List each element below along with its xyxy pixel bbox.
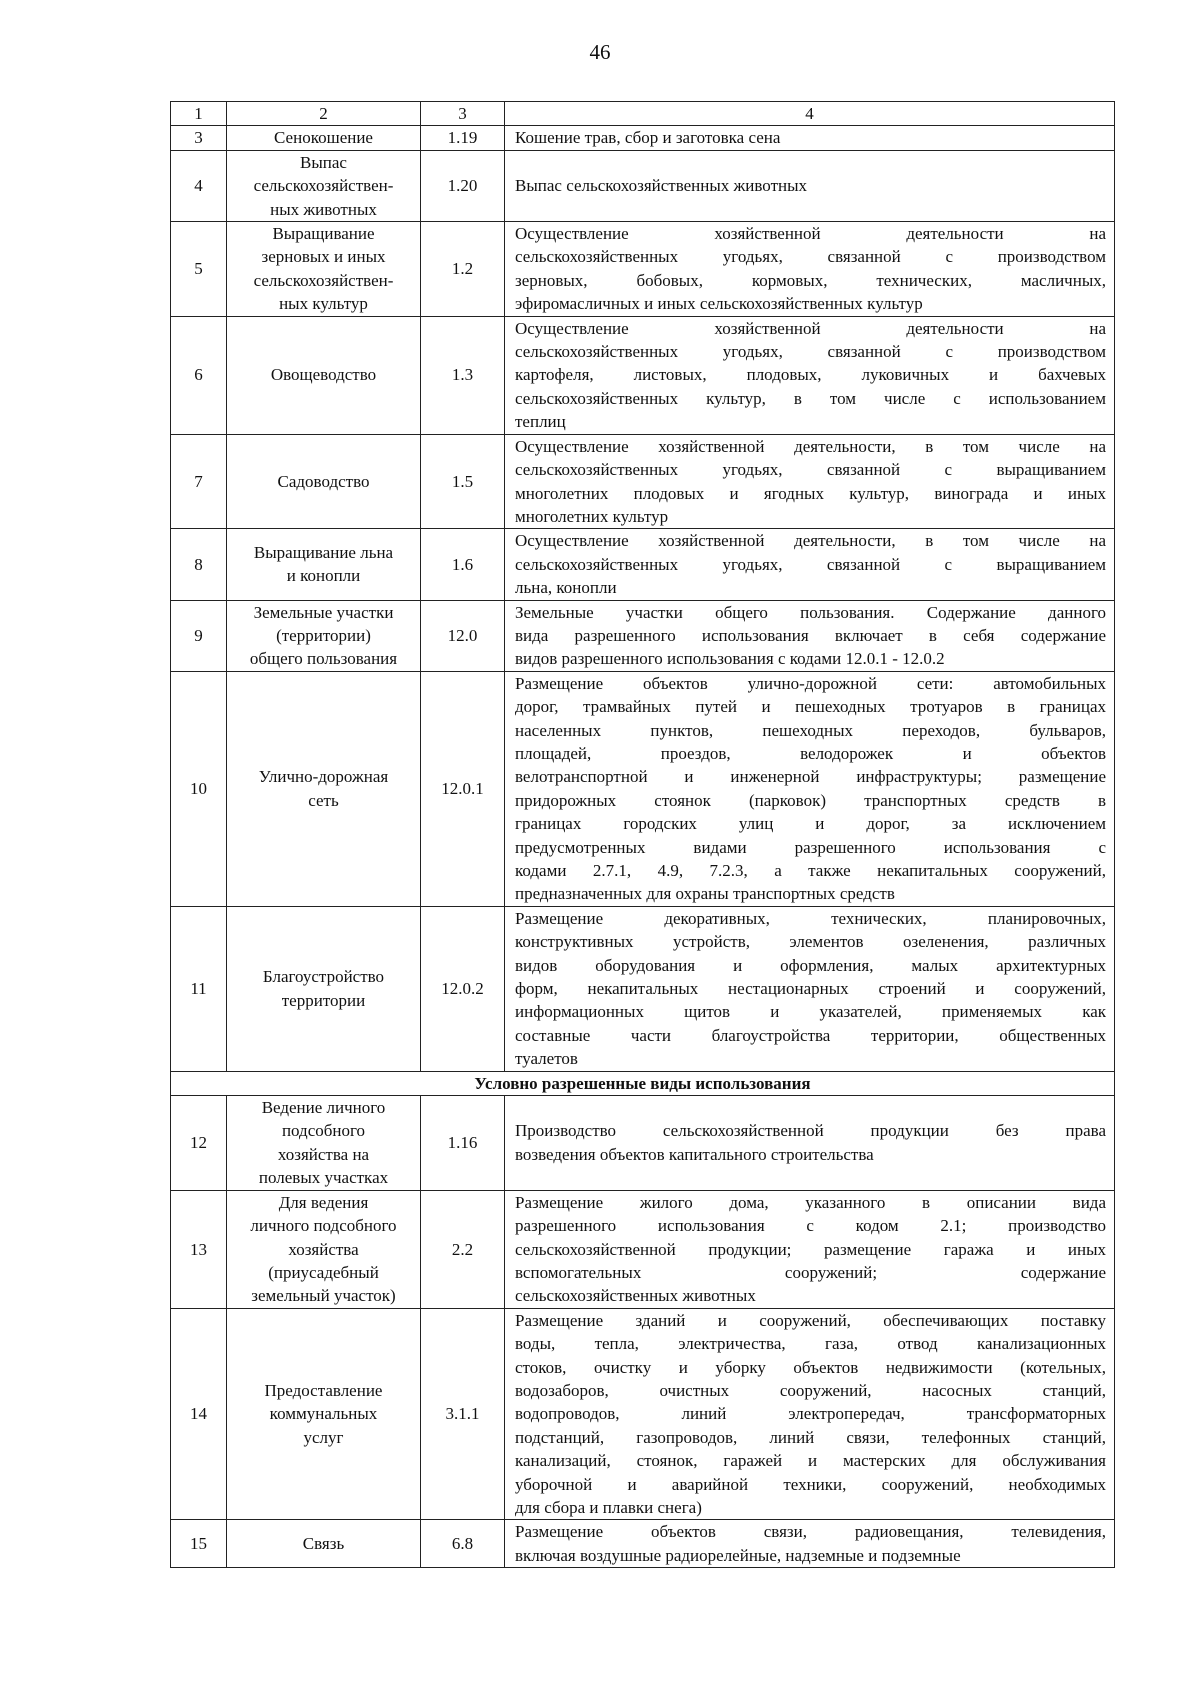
row-number: 12: [171, 1096, 227, 1191]
use-type-description: [505, 1190, 1115, 1308]
classifier-code: 1.5: [421, 434, 505, 529]
description-line: туалетов: [515, 1049, 578, 1069]
description-line: многолетних культур: [515, 506, 669, 526]
use-type-name: [227, 1190, 421, 1308]
description-line: конструктивных устройств, элементов озеленения, различных: [515, 932, 1106, 952]
use-type-name-line: Связь: [302, 1534, 345, 1554]
use-type-name: [227, 1520, 421, 1568]
classifier-code: 6.8: [421, 1520, 505, 1568]
use-type-description: [505, 1308, 1115, 1520]
classifier-code: 1.2: [421, 222, 505, 317]
use-type-name-line: и конопли: [286, 566, 361, 586]
header-cell: 2: [227, 102, 421, 126]
use-type-description: [505, 1520, 1115, 1568]
description-line: сельскохозяйственных угодьях, связанной с выращиванием: [515, 554, 1106, 574]
description-line: границах городских улиц и дорог, за исключением: [515, 814, 1106, 834]
use-type-name-line: Благоустройство: [262, 967, 385, 987]
description-line: придорожных стоянок (парковок) транспортных средств в: [515, 790, 1106, 810]
use-type-description: [505, 150, 1115, 221]
description-line: эфиромасличных и иных сельскохозяйственных культур: [515, 294, 923, 314]
use-type-name-line: Ведение личного: [261, 1098, 386, 1118]
description-line: многолетних плодовых и ягодных культур, винограда и иных: [515, 483, 1106, 503]
use-type-name-line: Выпас: [300, 152, 347, 172]
use-type-name-line: подсобного: [281, 1121, 366, 1141]
use-type-name-line: сельскохозяйствен-: [253, 176, 394, 196]
row-number: 14: [171, 1308, 227, 1520]
row-number: 7: [171, 434, 227, 529]
use-type-name: [227, 222, 421, 317]
table-header-row: [171, 102, 1115, 126]
use-type-name-line: зерновых и иных: [261, 247, 386, 267]
row-number: 3: [171, 126, 227, 150]
use-type-name-line: Выращивание льна: [253, 543, 394, 563]
use-type-name-line: Садоводство: [277, 471, 370, 491]
use-type-name: [227, 126, 421, 150]
use-type-name: [227, 1308, 421, 1520]
row-number: 11: [171, 906, 227, 1071]
description-line: Размещение декоративных, технических, планировочных,: [515, 908, 1106, 928]
use-type-name-line: Овощеводство: [270, 365, 377, 385]
use-type-name: [227, 150, 421, 221]
description-line: льна, конопли: [515, 578, 617, 598]
use-type-name-line: (приусадебный: [268, 1262, 379, 1282]
description-line: площадей, проездов, велодорожек и объектов: [515, 743, 1106, 763]
description-line: кодами 2.7.1, 4.9, 7.2.3, а также некапитальных сооружений,: [515, 861, 1106, 880]
use-type-description: [505, 434, 1115, 529]
use-type-name-line: сельскохозяйствен-: [253, 270, 394, 290]
use-type-name-line: Предоставление: [264, 1380, 383, 1400]
header-cell: 4: [505, 102, 1115, 126]
description-line: Осуществление хозяйственной деятельности, в том числе на: [515, 436, 1106, 456]
row-number: 6: [171, 316, 227, 434]
description-line: канализаций, стоянок, гаражей и мастерских для обслуживания: [515, 1451, 1106, 1471]
description-line: водозаборов, очистных сооружений, насосных станций,: [515, 1380, 1106, 1400]
description-line: уборочной и аварийной техники, сооружений, необходимых: [515, 1474, 1106, 1494]
use-type-name-line: (территории): [276, 625, 371, 645]
use-type-description: [505, 126, 1115, 150]
description-line: разрешенного использования с кодом 2.1; производство: [515, 1216, 1106, 1236]
description-line: сельскохозяйственных культур, в том числе с использованием: [515, 388, 1106, 408]
table-row: [171, 906, 1115, 1071]
row-number: 15: [171, 1520, 227, 1568]
description-line: сельскохозяйственных угодьях, связанной с выращиванием: [515, 460, 1106, 480]
use-type-name-line: ных животных: [270, 199, 377, 219]
use-type-name-line: земельный участок): [251, 1286, 396, 1306]
description-line: дорог, трамвайных путей и пешеходных тротуаров в границах: [515, 697, 1106, 717]
description-line: Размещение жилого дома, указанного в описании вида: [515, 1192, 1106, 1212]
use-type-name: [227, 316, 421, 434]
section-title: Условно разрешенные виды использования: [171, 1071, 1115, 1095]
use-type-name-line: Улично-дорожная: [258, 767, 389, 787]
classifier-code: 12.0: [421, 600, 505, 671]
table-row: [171, 1308, 1115, 1520]
classifier-code: 1.16: [421, 1096, 505, 1191]
classifier-code: 1.19: [421, 126, 505, 150]
use-type-name-line: территории: [281, 990, 366, 1010]
use-type-name-line: Земельные участки: [253, 602, 394, 622]
row-number: 5: [171, 222, 227, 317]
description-line: форм, некапитальных нестационарных строений и сооружений,: [515, 979, 1106, 999]
classifier-code: 12.0.2: [421, 906, 505, 1071]
use-type-name: [227, 600, 421, 671]
table-row: [171, 126, 1115, 150]
use-type-name-line: ных культур: [279, 294, 368, 314]
use-type-name: [227, 529, 421, 600]
description-line: стоков, очистку и уборку объектов недвижимости (котельных,: [515, 1357, 1106, 1377]
table-row: [171, 671, 1115, 906]
row-number: 8: [171, 529, 227, 600]
use-type-name: [227, 434, 421, 529]
description-line: Выпас сельскохозяйственных животных: [515, 176, 808, 196]
description-line: теплиц: [515, 412, 566, 432]
description-line: Осуществление хозяйственной деятельности на: [515, 318, 1106, 338]
use-type-name-line: услуг: [303, 1427, 344, 1447]
description-line: Земельные участки общего пользования. Содержание данного: [515, 602, 1106, 622]
description-line: информационных щитов и указателей, применяемых как: [515, 1002, 1106, 1022]
use-type-name: [227, 671, 421, 906]
page-number: 46: [589, 40, 611, 64]
description-line: водопроводов, линий электропередач, трансформаторных: [515, 1404, 1106, 1424]
classifier-code: 3.1.1: [421, 1308, 505, 1520]
description-line: Размещение зданий и сооружений, обеспечивающих поставку: [515, 1310, 1106, 1330]
description-line: подстанций, газопроводов, линий связи, телефонных станций,: [515, 1427, 1106, 1447]
use-type-name: [227, 1096, 421, 1191]
description-line: велотранспортной и инженерной инфраструктуры; размещение: [515, 767, 1106, 787]
use-type-description: [505, 1096, 1115, 1191]
use-type-description: [505, 600, 1115, 671]
use-type-name-line: хозяйства: [288, 1239, 359, 1259]
section-row: [171, 1071, 1115, 1095]
use-type-name-line: Выращивание: [272, 224, 375, 244]
table-row: [171, 316, 1115, 434]
use-type-name-line: полевых участках: [258, 1168, 389, 1188]
table-row: [171, 434, 1115, 529]
table-row: [171, 1520, 1115, 1568]
use-type-description: [505, 906, 1115, 1071]
use-type-name: [227, 906, 421, 1071]
description-line: Размещение объектов связи, радиовещания, телевидения,: [515, 1522, 1106, 1542]
classifier-code: 2.2: [421, 1190, 505, 1308]
classifier-code: 1.3: [421, 316, 505, 434]
description-line: Производство сельскохозяйственной продукции без права: [515, 1121, 1106, 1141]
description-line: включая воздушные радиорелейные, надземные и подземные: [515, 1545, 961, 1565]
use-type-name-line: коммунальных: [269, 1404, 378, 1424]
description-line: Осуществление хозяйственной деятельности на: [515, 224, 1106, 244]
description-line: зерновых, бобовых, кормовых, технических, масличных,: [515, 270, 1106, 290]
classifier-code: 12.0.1: [421, 671, 505, 906]
description-line: Осуществление хозяйственной деятельности, в том числе на: [515, 531, 1106, 551]
classifier-code: 1.20: [421, 150, 505, 221]
description-line: для сбора и плавки снега): [515, 1497, 702, 1517]
row-number: 9: [171, 600, 227, 671]
description-line: сельскохозяйственных угодьях, связанной с производством: [515, 342, 1106, 362]
description-line: Кошение трав, сбор и заготовка сена: [515, 128, 781, 148]
table-row: [171, 529, 1115, 600]
header-cell: 3: [421, 102, 505, 126]
description-line: предназначенных для охраны транспортных средств: [515, 884, 895, 904]
header-cell: 1: [171, 102, 227, 126]
table-row: [171, 222, 1115, 317]
description-line: видов оборудования и оформления, малых архитектурных: [515, 955, 1106, 975]
use-type-description: [505, 316, 1115, 434]
use-type-name-line: хозяйства на: [277, 1144, 370, 1164]
use-type-description: [505, 222, 1115, 317]
description-line: Размещение объектов улично-дорожной сети: автомобильных: [515, 673, 1106, 693]
table-row: [171, 1190, 1115, 1308]
description-line: картофеля, листовых, плодовых, луковичных и бахчевых: [515, 365, 1106, 385]
use-type-name-line: личного подсобного: [250, 1216, 397, 1236]
description-line: видов разрешенного использования с кодами 12.0.1 - 12.0.2: [515, 649, 945, 669]
use-type-name-line: Для ведения: [278, 1192, 369, 1212]
description-line: вспомогательных сооружений; содержание: [515, 1262, 1106, 1282]
description-line: сельскохозяйственной продукции; размещение гаража и иных: [515, 1239, 1106, 1259]
use-type-name-line: Сенокошение: [274, 128, 373, 148]
description-line: вида разрешенного использования включает в себя содержание: [515, 625, 1106, 645]
table-row: [171, 1096, 1115, 1191]
description-line: сельскохозяйственных угодьях, связанной с производством: [515, 247, 1106, 267]
use-type-name-line: общего пользования: [249, 649, 398, 669]
description-line: сельскохозяйственных животных: [515, 1286, 756, 1306]
row-number: 10: [171, 671, 227, 906]
use-type-name-line: сеть: [308, 790, 339, 810]
description-line: составные части благоустройства территории, общественных: [515, 1025, 1106, 1045]
row-number: 4: [171, 150, 227, 221]
land-use-table: [170, 101, 1115, 1568]
description-line: воды, тепла, электричества, газа, отвод канализационных: [515, 1334, 1106, 1354]
table-row: [171, 150, 1115, 221]
description-line: населенных пунктов, пешеходных переходов, бульваров,: [515, 720, 1106, 740]
description-line: возведения объектов капитального строительства: [515, 1144, 874, 1164]
table-row: [171, 600, 1115, 671]
row-number: 13: [171, 1190, 227, 1308]
description-line: предусмотренных видами разрешенного использования с: [515, 837, 1106, 857]
use-type-description: [505, 529, 1115, 600]
classifier-code: 1.6: [421, 529, 505, 600]
use-type-description: [505, 671, 1115, 906]
